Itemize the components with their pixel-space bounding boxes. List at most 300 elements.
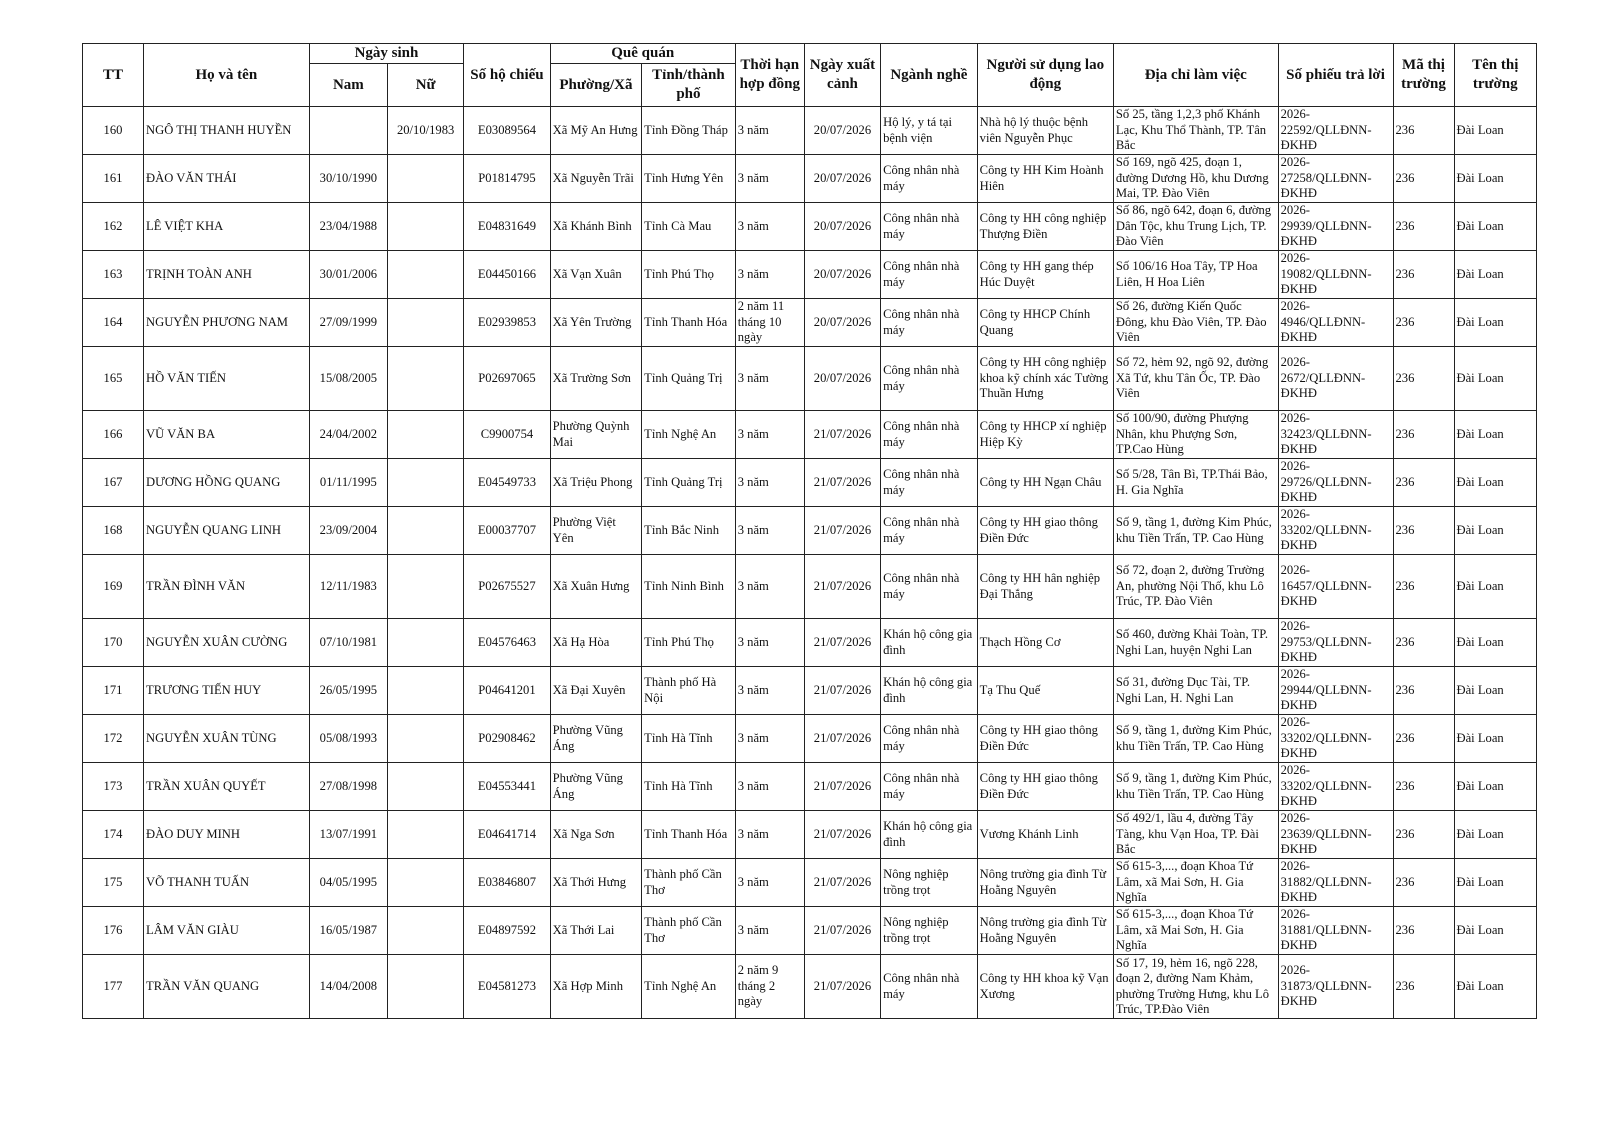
birthdate-male: 01/11/1995 [309,459,387,507]
exit-date: 21/07/2026 [804,859,880,907]
worker-list-table [82,43,1537,1019]
worker-name: TRẦN ĐÌNH VĂN [144,555,310,619]
province: Tỉnh Phú Thọ [642,251,736,299]
row-index: 173 [83,763,144,811]
passport-number: E04549733 [464,459,550,507]
table-row [83,955,1537,1019]
contract-term: 2 năm 9 tháng 2 ngày [735,955,804,1019]
row-index: 167 [83,459,144,507]
passport-number: P04641201 [464,667,550,715]
table-row [83,155,1537,203]
employer: Thạch Hồng Cơ [977,619,1113,667]
contract-term: 3 năm [735,251,804,299]
row-index: 175 [83,859,144,907]
table-row [83,859,1537,907]
market-name: Đài Loan [1454,619,1537,667]
table-row [83,411,1537,459]
employer: Tạ Thu Quế [977,667,1113,715]
market-code: 236 [1393,507,1454,555]
exit-date: 20/07/2026 [804,251,880,299]
ward: Xã Vạn Xuân [550,251,642,299]
occupation: Công nhân nhà máy [881,411,978,459]
contract-term: 3 năm [735,619,804,667]
worker-name: LÊ VIỆT KHA [144,203,310,251]
ward: Xã Mỹ An Hưng [550,107,642,155]
header-ward: Phường/Xã [550,64,642,107]
occupation: Công nhân nhà máy [881,507,978,555]
market-name: Đài Loan [1454,459,1537,507]
province: Tỉnh Nghệ An [642,411,736,459]
occupation: Khán hộ công gia đình [881,667,978,715]
worker-name: TRẦN VĂN QUANG [144,955,310,1019]
reply-number: 2026-33202/QLLĐNN-ĐKHĐ [1278,763,1393,811]
ward: Xã Xuân Hưng [550,555,642,619]
reply-number: 2026-29939/QLLĐNN-ĐKHĐ [1278,203,1393,251]
header-contract-term: Thời hạn hợp đồng [735,44,804,107]
employer: Vương Khánh Linh [977,811,1113,859]
work-address: Số 100/90, đường Phượng Nhân, khu Phượng Sơn, TP.Cao Hùng [1113,411,1278,459]
work-address: Số 9, tầng 1, đường Kim Phúc, khu Tiền Trấn, TP. Cao Hùng [1113,763,1278,811]
birthdate-female: 20/10/1983 [388,107,464,155]
row-index: 164 [83,299,144,347]
market-code: 236 [1393,203,1454,251]
header-name: Họ và tên [144,44,310,107]
province: Tỉnh Phú Thọ [642,619,736,667]
province: Tỉnh Hà Tĩnh [642,715,736,763]
table-row [83,907,1537,955]
market-code: 236 [1393,859,1454,907]
birthdate-male: 04/05/1995 [309,859,387,907]
occupation: Nông nghiệp trồng trọt [881,907,978,955]
province: Tỉnh Nghệ An [642,955,736,1019]
employer: Công ty HH giao thông Điền Đức [977,715,1113,763]
birthdate-female [388,811,464,859]
province: Tỉnh Quảng Trị [642,459,736,507]
contract-term: 3 năm [735,411,804,459]
work-address: Số 615-3,..., đoạn Khoa Tứ Lâm, xã Mai Sơn, H. Gia Nghĩa [1113,907,1278,955]
passport-number: E04450166 [464,251,550,299]
row-index: 177 [83,955,144,1019]
passport-number: P02697065 [464,347,550,411]
header-province: Tỉnh/thành phố [642,64,736,107]
birthdate-female [388,411,464,459]
contract-term: 3 năm [735,763,804,811]
reply-number: 2026-22592/QLLĐNN-ĐKHĐ [1278,107,1393,155]
employer: Công ty HHCP xí nghiệp Hiệp Kỳ [977,411,1113,459]
contract-term: 3 năm [735,107,804,155]
market-name: Đài Loan [1454,763,1537,811]
exit-date: 21/07/2026 [804,555,880,619]
market-code: 236 [1393,107,1454,155]
worker-name: TRƯƠNG TIẾN HUY [144,667,310,715]
passport-number: C9900754 [464,411,550,459]
passport-number: E00037707 [464,507,550,555]
row-index: 172 [83,715,144,763]
province: Tỉnh Hà Tĩnh [642,763,736,811]
reply-number: 2026-19082/QLLĐNN-ĐKHĐ [1278,251,1393,299]
market-code: 236 [1393,763,1454,811]
occupation: Công nhân nhà máy [881,459,978,507]
exit-date: 21/07/2026 [804,763,880,811]
province: Thành phố Cần Thơ [642,907,736,955]
birthdate-male: 26/05/1995 [309,667,387,715]
birthdate-female [388,459,464,507]
birthdate-female [388,859,464,907]
market-name: Đài Loan [1454,715,1537,763]
exit-date: 20/07/2026 [804,107,880,155]
province: Tỉnh Bắc Ninh [642,507,736,555]
exit-date: 20/07/2026 [804,203,880,251]
market-name: Đài Loan [1454,251,1537,299]
province: Tỉnh Hưng Yên [642,155,736,203]
market-name: Đài Loan [1454,411,1537,459]
worker-name: NGUYỄN PHƯƠNG NAM [144,299,310,347]
worker-name: HỒ VĂN TIẾN [144,347,310,411]
work-address: Số 86, ngõ 642, đoạn 6, đường Dân Tộc, khu Trung Lịch, TP. Đào Viên [1113,203,1278,251]
table-row [83,619,1537,667]
table-row [83,715,1537,763]
birthdate-female [388,907,464,955]
birthdate-male: 16/05/1987 [309,907,387,955]
passport-number: E04581273 [464,955,550,1019]
occupation: Công nhân nhà máy [881,555,978,619]
row-index: 168 [83,507,144,555]
row-index: 171 [83,667,144,715]
market-code: 236 [1393,299,1454,347]
row-index: 161 [83,155,144,203]
province: Tỉnh Thanh Hóa [642,811,736,859]
table-row [83,763,1537,811]
header-passport: Số hộ chiếu [464,44,550,107]
occupation: Công nhân nhà máy [881,347,978,411]
worker-name: ĐÀO VĂN THÁI [144,155,310,203]
passport-number: E03089564 [464,107,550,155]
table-row [83,459,1537,507]
header-employer: Người sử dụng lao động [977,44,1113,107]
employer: Công ty HH công nghiệp khoa kỹ chính xác Tường Thuần Hưng [977,347,1113,411]
exit-date: 21/07/2026 [804,507,880,555]
header-tt: TT [83,44,144,107]
work-address: Số 169, ngõ 425, đoạn 1, đường Dương Hồ, khu Dương Mai, TP. Đào Viên [1113,155,1278,203]
occupation: Hộ lý, y tá tại bệnh viện [881,107,978,155]
employer: Nông trường gia đình Từ Hoằng Nguyên [977,907,1113,955]
occupation: Công nhân nhà máy [881,155,978,203]
work-address: Số 492/1, lầu 4, đường Tây Tàng, khu Vạn Hoa, TP. Đài Bắc [1113,811,1278,859]
market-code: 236 [1393,411,1454,459]
table-row [83,555,1537,619]
table-row [83,107,1537,155]
market-name: Đài Loan [1454,203,1537,251]
exit-date: 21/07/2026 [804,459,880,507]
market-name: Đài Loan [1454,859,1537,907]
row-index: 169 [83,555,144,619]
birthdate-male: 14/04/2008 [309,955,387,1019]
province: Tỉnh Ninh Bình [642,555,736,619]
passport-number: E03846807 [464,859,550,907]
market-code: 236 [1393,811,1454,859]
contract-term: 2 năm 11 tháng 10 ngày [735,299,804,347]
employer: Công ty HH khoa kỹ Vạn Xương [977,955,1113,1019]
occupation: Nông nghiệp trồng trọt [881,859,978,907]
employer: Công ty HH gang thép Húc Duyệt [977,251,1113,299]
market-code: 236 [1393,251,1454,299]
occupation: Công nhân nhà máy [881,763,978,811]
worker-name: TRẦN XUÂN QUYẾT [144,763,310,811]
work-address: Số 9, tầng 1, đường Kim Phúc, khu Tiền Trấn, TP. Cao Hùng [1113,507,1278,555]
work-address: Số 106/16 Hoa Tây, TP Hoa Liên, H Hoa Liên [1113,251,1278,299]
reply-number: 2026-2672/QLLĐNN-ĐKHĐ [1278,347,1393,411]
employer: Nhà hộ lý thuộc bệnh viên Nguyễn Phục [977,107,1113,155]
ward: Xã Hợp Minh [550,955,642,1019]
table-row [83,251,1537,299]
passport-number: E04831649 [464,203,550,251]
market-code: 236 [1393,619,1454,667]
work-address: Số 26, đường Kiến Quốc Đông, khu Đào Viên, TP. Đào Viên [1113,299,1278,347]
reply-number: 2026-29726/QLLĐNN-ĐKHĐ [1278,459,1393,507]
worker-name: NGUYỄN QUANG LINH [144,507,310,555]
exit-date: 21/07/2026 [804,619,880,667]
ward: Xã Hạ Hòa [550,619,642,667]
market-code: 236 [1393,955,1454,1019]
header-reply-number: Số phiếu trả lời [1278,44,1393,107]
occupation: Công nhân nhà máy [881,955,978,1019]
contract-term: 3 năm [735,347,804,411]
birthdate-male: 12/11/1983 [309,555,387,619]
exit-date: 21/07/2026 [804,667,880,715]
contract-term: 3 năm [735,859,804,907]
market-code: 236 [1393,667,1454,715]
birthdate-female [388,763,464,811]
market-code: 236 [1393,347,1454,411]
header-female: Nữ [388,64,464,107]
ward: Xã Trường Sơn [550,347,642,411]
occupation: Khán hộ công gia đình [881,811,978,859]
birthdate-female [388,507,464,555]
reply-number: 2026-29753/QLLĐNN-ĐKHĐ [1278,619,1393,667]
header-occupation: Ngành nghề [881,44,978,107]
employer: Công ty HH hân nghiệp Đại Thắng [977,555,1113,619]
work-address: Số 17, 19, hẻm 16, ngõ 228, đoạn 2, đường Nam Khảm, phường Trường Hưng, khu Lô Trúc, TP.Đào Viên [1113,955,1278,1019]
table-row [83,299,1537,347]
birthdate-male: 23/04/1988 [309,203,387,251]
market-code: 236 [1393,155,1454,203]
exit-date: 20/07/2026 [804,155,880,203]
birthdate-male [309,107,387,155]
reply-number: 2026-33202/QLLĐNN-ĐKHĐ [1278,715,1393,763]
ward: Xã Thới Hưng [550,859,642,907]
passport-number: E04897592 [464,907,550,955]
ward: Xã Yên Trường [550,299,642,347]
header-male: Nam [309,64,387,107]
ward: Xã Nguyễn Trãi [550,155,642,203]
exit-date: 21/07/2026 [804,811,880,859]
ward: Xã Nga Sơn [550,811,642,859]
work-address: Số 460, đường Khải Toàn, TP. Nghi Lan, huyện Nghi Lan [1113,619,1278,667]
employer: Công ty HH giao thông Điền Đức [977,507,1113,555]
birthdate-female [388,667,464,715]
birthdate-male: 23/09/2004 [309,507,387,555]
row-index: 170 [83,619,144,667]
header-market-code: Mã thị trường [1393,44,1454,107]
contract-term: 3 năm [735,907,804,955]
table-row [83,347,1537,411]
worker-name: VŨ VĂN BA [144,411,310,459]
reply-number: 2026-16457/QLLĐNN-ĐKHĐ [1278,555,1393,619]
table-row [83,667,1537,715]
passport-number: E04553441 [464,763,550,811]
market-code: 236 [1393,907,1454,955]
reply-number: 2026-32423/QLLĐNN-ĐKHĐ [1278,411,1393,459]
ward: Phường Vũng Áng [550,715,642,763]
table-row [83,811,1537,859]
passport-number: P01814795 [464,155,550,203]
passport-number: E02939853 [464,299,550,347]
header-exit-date: Ngày xuất cảnh [804,44,880,107]
ward: Xã Khánh Bình [550,203,642,251]
work-address: Số 72, đoạn 2, đường Trường An, phường Nội Thố, khu Lô Trúc, TP. Đào Viên [1113,555,1278,619]
market-name: Đài Loan [1454,811,1537,859]
worker-name: NGUYỄN XUÂN CƯỜNG [144,619,310,667]
market-name: Đài Loan [1454,107,1537,155]
birthdate-male: 30/01/2006 [309,251,387,299]
birthdate-female [388,955,464,1019]
ward: Phường Quỳnh Mai [550,411,642,459]
birthdate-female [388,347,464,411]
worker-name: TRỊNH TOÀN ANH [144,251,310,299]
birthdate-female [388,299,464,347]
row-index: 174 [83,811,144,859]
occupation: Công nhân nhà máy [881,251,978,299]
province: Thành phố Cần Thơ [642,859,736,907]
exit-date: 21/07/2026 [804,715,880,763]
work-address: Số 5/28, Tân Bì, TP.Thái Bảo, H. Gia Nghĩa [1113,459,1278,507]
employer: Công ty HH công nghiệp Thượng Điền [977,203,1113,251]
row-index: 163 [83,251,144,299]
birthdate-male: 13/07/1991 [309,811,387,859]
birthdate-male: 27/08/1998 [309,763,387,811]
worker-name: NGÔ THỊ THANH HUYỀN [144,107,310,155]
worker-name: DƯƠNG HỒNG QUANG [144,459,310,507]
market-name: Đài Loan [1454,507,1537,555]
work-address: Số 25, tầng 1,2,3 phố Khánh Lạc, Khu Thổ Thành, TP. Tân Bắc [1113,107,1278,155]
ward: Phường Vũng Áng [550,763,642,811]
exit-date: 21/07/2026 [804,907,880,955]
occupation: Công nhân nhà máy [881,299,978,347]
province: Tỉnh Cà Mau [642,203,736,251]
market-code: 236 [1393,715,1454,763]
contract-term: 3 năm [735,459,804,507]
work-address: Số 31, đường Dục Tài, TP. Nghi Lan, H. Nghi Lan [1113,667,1278,715]
exit-date: 20/07/2026 [804,347,880,411]
passport-number: P02675527 [464,555,550,619]
table-row [83,203,1537,251]
occupation: Công nhân nhà máy [881,203,978,251]
header-work-address: Địa chỉ làm việc [1113,44,1278,107]
row-index: 165 [83,347,144,411]
ward: Phường Việt Yên [550,507,642,555]
work-address: Số 72, hẻm 92, ngõ 92, đường Xã Tứ, khu Tân Ốc, TP. Đào Viên [1113,347,1278,411]
market-name: Đài Loan [1454,555,1537,619]
reply-number: 2026-29944/QLLĐNN-ĐKHĐ [1278,667,1393,715]
ward: Xã Thới Lai [550,907,642,955]
contract-term: 3 năm [735,555,804,619]
employer: Công ty HH Ngạn Châu [977,459,1113,507]
table-row [83,507,1537,555]
contract-term: 3 năm [735,667,804,715]
exit-date: 21/07/2026 [804,411,880,459]
contract-term: 3 năm [735,507,804,555]
occupation: Công nhân nhà máy [881,715,978,763]
exit-date: 20/07/2026 [804,299,880,347]
province: Thành phố Hà Nội [642,667,736,715]
worker-name: NGUYỄN XUÂN TÙNG [144,715,310,763]
birthdate-male: 15/08/2005 [309,347,387,411]
province: Tỉnh Đồng Tháp [642,107,736,155]
header-hometown: Quê quán [550,44,735,64]
birthdate-female [388,619,464,667]
birthdate-female [388,203,464,251]
row-index: 166 [83,411,144,459]
market-code: 236 [1393,459,1454,507]
birthdate-male: 24/04/2002 [309,411,387,459]
reply-number: 2026-4946/QLLĐNN-ĐKHĐ [1278,299,1393,347]
reply-number: 2026-33202/QLLĐNN-ĐKHĐ [1278,507,1393,555]
birthdate-male: 07/10/1981 [309,619,387,667]
birthdate-female [388,251,464,299]
market-name: Đài Loan [1454,907,1537,955]
employer: Nông trường gia đình Từ Hoằng Nguyên [977,859,1113,907]
market-name: Đài Loan [1454,299,1537,347]
province: Tỉnh Thanh Hóa [642,299,736,347]
employer: Công ty HHCP Chính Quang [977,299,1113,347]
reply-number: 2026-31881/QLLĐNN-ĐKHĐ [1278,907,1393,955]
row-index: 160 [83,107,144,155]
market-name: Đài Loan [1454,667,1537,715]
birthdate-female [388,555,464,619]
worker-name: LÂM VĂN GIÀU [144,907,310,955]
reply-number: 2026-31873/QLLĐNN-ĐKHĐ [1278,955,1393,1019]
birthdate-male: 27/09/1999 [309,299,387,347]
occupation: Khán hộ công gia đình [881,619,978,667]
header-birthdate: Ngày sinh [309,44,464,64]
work-address: Số 615-3,..., đoạn Khoa Tứ Lâm, xã Mai Sơn, H. Gia Nghĩa [1113,859,1278,907]
reply-number: 2026-23639/QLLĐNN-ĐKHĐ [1278,811,1393,859]
employer: Công ty HH Kim Hoành Hiên [977,155,1113,203]
market-name: Đài Loan [1454,347,1537,411]
passport-number: E04641714 [464,811,550,859]
row-index: 162 [83,203,144,251]
row-index: 176 [83,907,144,955]
reply-number: 2026-27258/QLLĐNN-ĐKHĐ [1278,155,1393,203]
worker-name: ĐÀO DUY MINH [144,811,310,859]
exit-date: 21/07/2026 [804,955,880,1019]
employer: Công ty HH giao thông Điền Đức [977,763,1113,811]
ward: Xã Đại Xuyên [550,667,642,715]
passport-number: P02908462 [464,715,550,763]
contract-term: 3 năm [735,715,804,763]
contract-term: 3 năm [735,811,804,859]
birthdate-male: 30/10/1990 [309,155,387,203]
birthdate-male: 05/08/1993 [309,715,387,763]
market-name: Đài Loan [1454,955,1537,1019]
ward: Xã Triệu Phong [550,459,642,507]
passport-number: E04576463 [464,619,550,667]
birthdate-female [388,155,464,203]
market-code: 236 [1393,555,1454,619]
market-name: Đài Loan [1454,155,1537,203]
worker-name: VÕ THANH TUẤN [144,859,310,907]
contract-term: 3 năm [735,155,804,203]
